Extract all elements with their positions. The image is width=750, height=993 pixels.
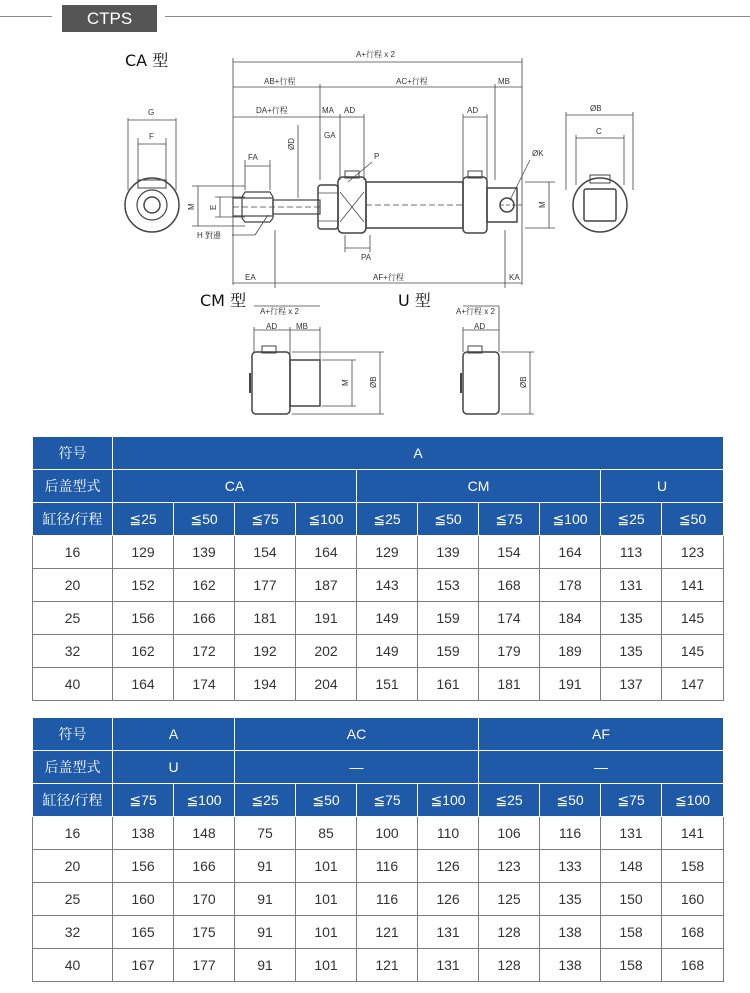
- value-cell: 116: [357, 850, 418, 883]
- dim-h-flats: H 對邊: [197, 231, 221, 240]
- t1-stroke: ≦50: [418, 503, 479, 536]
- value-cell: 148: [174, 817, 235, 850]
- dim-k: ØK: [532, 149, 544, 158]
- value-cell: 159: [418, 602, 479, 635]
- value-cell: 147: [662, 668, 724, 701]
- value-cell: 174: [479, 602, 540, 635]
- t1-stroke: ≦100: [540, 503, 601, 536]
- value-cell: 154: [235, 536, 296, 569]
- dim-ga: GA: [324, 131, 336, 140]
- value-cell: 150: [601, 883, 662, 916]
- bore-cell: 25: [33, 883, 113, 916]
- value-cell: 191: [540, 668, 601, 701]
- value-cell: 106: [479, 817, 540, 850]
- title-cm: CM 型: [200, 291, 247, 310]
- value-cell: 91: [235, 883, 296, 916]
- value-cell: 151: [357, 668, 418, 701]
- table-row: [33, 668, 724, 701]
- dim-f: F: [149, 132, 154, 141]
- value-cell: 156: [113, 850, 174, 883]
- t2-stroke: ≦100: [418, 784, 479, 817]
- value-cell: 101: [296, 850, 357, 883]
- value-cell: 170: [174, 883, 235, 916]
- table-row: [33, 635, 724, 668]
- value-cell: 138: [540, 916, 601, 949]
- t2-stroke: ≦75: [357, 784, 418, 817]
- bore-cell: 20: [33, 850, 113, 883]
- t2-symbol-ac: AC: [235, 718, 479, 751]
- value-cell: 101: [296, 916, 357, 949]
- value-cell: 178: [540, 569, 601, 602]
- value-cell: 161: [418, 668, 479, 701]
- value-cell: 164: [296, 536, 357, 569]
- value-cell: 141: [662, 569, 724, 602]
- table-row: [33, 817, 724, 850]
- value-cell: 135: [601, 602, 662, 635]
- value-cell: 91: [235, 850, 296, 883]
- value-cell: 179: [479, 635, 540, 668]
- value-cell: 110: [418, 817, 479, 850]
- header-line-left: [0, 16, 52, 17]
- value-cell: 160: [662, 883, 724, 916]
- bore-cell: 20: [33, 569, 113, 602]
- t2-stroke: ≦50: [296, 784, 357, 817]
- value-cell: 158: [601, 949, 662, 982]
- dim-fa: FA: [248, 153, 258, 162]
- title-u: U 型: [398, 291, 431, 310]
- value-cell: 91: [235, 949, 296, 982]
- value-cell: 187: [296, 569, 357, 602]
- dim-ad-right: AD: [467, 106, 479, 115]
- cm-dim-ad: AD: [266, 322, 278, 331]
- value-cell: 139: [418, 536, 479, 569]
- value-cell: 204: [296, 668, 357, 701]
- cm-dim-a-stroke: A+行程 x 2: [260, 307, 299, 316]
- value-cell: 149: [357, 635, 418, 668]
- value-cell: 133: [540, 850, 601, 883]
- header-tag: CTPS: [62, 5, 157, 32]
- value-cell: 100: [357, 817, 418, 850]
- value-cell: 75: [235, 817, 296, 850]
- value-cell: 164: [540, 536, 601, 569]
- value-cell: 164: [113, 668, 174, 701]
- t2-cap-u: U: [113, 751, 235, 784]
- header-line-right: [165, 16, 750, 17]
- value-cell: 167: [113, 949, 174, 982]
- bore-cell: 16: [33, 536, 113, 569]
- t2-symbol-label: 符号: [33, 718, 113, 751]
- value-cell: 131: [418, 916, 479, 949]
- table-row: [33, 883, 724, 916]
- value-cell: 168: [479, 569, 540, 602]
- title-ca: CA 型: [125, 51, 169, 70]
- value-cell: 168: [662, 949, 724, 982]
- dim-ka: KA: [509, 273, 520, 282]
- t1-symbol-label: 符号: [33, 437, 113, 470]
- t2-stroke: ≦50: [540, 784, 601, 817]
- t1-stroke: ≦25: [357, 503, 418, 536]
- t2-stroke: ≦25: [479, 784, 540, 817]
- t1-stroke: ≦25: [601, 503, 662, 536]
- dim-c: C: [596, 127, 602, 136]
- value-cell: 189: [540, 635, 601, 668]
- value-cell: 168: [662, 916, 724, 949]
- dim-m-left: M: [187, 203, 196, 210]
- value-cell: 162: [113, 635, 174, 668]
- value-cell: 152: [113, 569, 174, 602]
- dim-pa: PA: [361, 253, 372, 262]
- table-row: [33, 949, 724, 982]
- t1-stroke-row: [33, 503, 724, 536]
- value-cell: 91: [235, 916, 296, 949]
- t2-body: [33, 817, 724, 982]
- t1-cap-u: U: [601, 470, 724, 503]
- value-cell: 131: [601, 569, 662, 602]
- t2-stroke: ≦75: [113, 784, 174, 817]
- value-cell: 145: [662, 635, 724, 668]
- dim-g: G: [148, 108, 155, 117]
- u-dim-a-stroke: A+行程 x 2: [456, 307, 495, 316]
- u-dim-ad: AD: [474, 322, 486, 331]
- dim-mb: MB: [498, 77, 510, 86]
- dim-d: ØD: [287, 138, 296, 150]
- value-cell: 116: [540, 817, 601, 850]
- t1-cap-ca: CA: [113, 470, 357, 503]
- dim-e: E: [209, 204, 218, 210]
- bore-cell: 32: [33, 635, 113, 668]
- table-row: [33, 569, 724, 602]
- value-cell: 113: [601, 536, 662, 569]
- value-cell: 101: [296, 949, 357, 982]
- value-cell: 172: [174, 635, 235, 668]
- value-cell: 149: [357, 602, 418, 635]
- value-cell: 165: [113, 916, 174, 949]
- value-cell: 191: [296, 602, 357, 635]
- bore-cell: 25: [33, 602, 113, 635]
- value-cell: 135: [540, 883, 601, 916]
- value-cell: 166: [174, 850, 235, 883]
- value-cell: 194: [235, 668, 296, 701]
- value-cell: 181: [235, 602, 296, 635]
- t1-cap-cm: CM: [357, 470, 601, 503]
- value-cell: 121: [357, 949, 418, 982]
- value-cell: 160: [113, 883, 174, 916]
- value-cell: 192: [235, 635, 296, 668]
- value-cell: 138: [540, 949, 601, 982]
- value-cell: 166: [174, 602, 235, 635]
- value-cell: 158: [662, 850, 724, 883]
- dim-b-right: ØB: [590, 104, 602, 113]
- value-cell: 125: [479, 883, 540, 916]
- t1-stroke: ≦100: [296, 503, 357, 536]
- bore-cell: 16: [33, 817, 113, 850]
- bore-cell: 40: [33, 668, 113, 701]
- value-cell: 123: [479, 850, 540, 883]
- table-row: [33, 602, 724, 635]
- t2-cap-label: 后盖型式: [33, 751, 113, 784]
- value-cell: 85: [296, 817, 357, 850]
- value-cell: 174: [174, 668, 235, 701]
- value-cell: 177: [235, 569, 296, 602]
- t2-stroke: ≦25: [235, 784, 296, 817]
- value-cell: 141: [662, 817, 724, 850]
- cm-dim-m: M: [341, 379, 350, 386]
- value-cell: 126: [418, 850, 479, 883]
- value-cell: 135: [601, 635, 662, 668]
- value-cell: 123: [662, 536, 724, 569]
- value-cell: 148: [601, 850, 662, 883]
- t1-stroke: ≦25: [113, 503, 174, 536]
- value-cell: 129: [113, 536, 174, 569]
- value-cell: 162: [174, 569, 235, 602]
- t2-stroke-row: [33, 784, 724, 817]
- spec-table-2: [32, 717, 724, 982]
- dim-ad-left: AD: [344, 106, 356, 115]
- value-cell: 154: [479, 536, 540, 569]
- value-cell: 128: [479, 949, 540, 982]
- t2-stroke-label: 缸径/行程: [33, 784, 113, 817]
- value-cell: 126: [418, 883, 479, 916]
- t1-stroke: ≦75: [235, 503, 296, 536]
- cm-dim-mb: MB: [296, 322, 308, 331]
- t1-symbol-group: A: [113, 437, 724, 470]
- value-cell: 101: [296, 883, 357, 916]
- value-cell: 159: [418, 635, 479, 668]
- t1-stroke: ≦75: [479, 503, 540, 536]
- t1-stroke-label: 缸径/行程: [33, 503, 113, 536]
- t2-cap-ac: —: [235, 751, 479, 784]
- dim-af-stroke: AF+行程: [373, 273, 404, 282]
- value-cell: 145: [662, 602, 724, 635]
- t2-stroke: ≦75: [601, 784, 662, 817]
- technical-drawing: [0, 40, 750, 430]
- t2-symbol-a: A: [113, 718, 235, 751]
- value-cell: 131: [418, 949, 479, 982]
- spec-table-1: [32, 436, 724, 701]
- value-cell: 175: [174, 916, 235, 949]
- dim-p: P: [374, 152, 380, 161]
- value-cell: 128: [479, 916, 540, 949]
- t1-body: [33, 536, 724, 701]
- dim-a-stroke: A+行程 x 2: [356, 50, 395, 59]
- t2-cap-af: —: [479, 751, 724, 784]
- dim-ac-stroke: AC+行程: [396, 77, 428, 86]
- value-cell: 156: [113, 602, 174, 635]
- value-cell: 181: [479, 668, 540, 701]
- t2-stroke: ≦100: [662, 784, 724, 817]
- value-cell: 177: [174, 949, 235, 982]
- value-cell: 202: [296, 635, 357, 668]
- value-cell: 129: [357, 536, 418, 569]
- value-cell: 184: [540, 602, 601, 635]
- dim-da-stroke: DA+行程: [256, 106, 288, 115]
- dim-ea: EA: [245, 273, 256, 282]
- table-row: [33, 850, 724, 883]
- value-cell: 121: [357, 916, 418, 949]
- value-cell: 158: [601, 916, 662, 949]
- t1-cap-label: 后盖型式: [33, 470, 113, 503]
- t2-stroke: ≦100: [174, 784, 235, 817]
- dim-ma: MA: [322, 106, 334, 115]
- value-cell: 138: [113, 817, 174, 850]
- dim-ab-stroke: AB+行程: [264, 77, 296, 86]
- value-cell: 131: [601, 817, 662, 850]
- table-row: [33, 536, 724, 569]
- value-cell: 143: [357, 569, 418, 602]
- bore-cell: 32: [33, 916, 113, 949]
- cm-dim-b: ØB: [369, 376, 378, 388]
- value-cell: 137: [601, 668, 662, 701]
- dim-m-right: M: [538, 201, 547, 208]
- value-cell: 116: [357, 883, 418, 916]
- table-row: [33, 916, 724, 949]
- value-cell: 153: [418, 569, 479, 602]
- t2-symbol-af: AF: [479, 718, 724, 751]
- bore-cell: 40: [33, 949, 113, 982]
- value-cell: 139: [174, 536, 235, 569]
- u-dim-b: ØB: [519, 376, 528, 388]
- t1-stroke: ≦50: [662, 503, 724, 536]
- t1-stroke: ≦50: [174, 503, 235, 536]
